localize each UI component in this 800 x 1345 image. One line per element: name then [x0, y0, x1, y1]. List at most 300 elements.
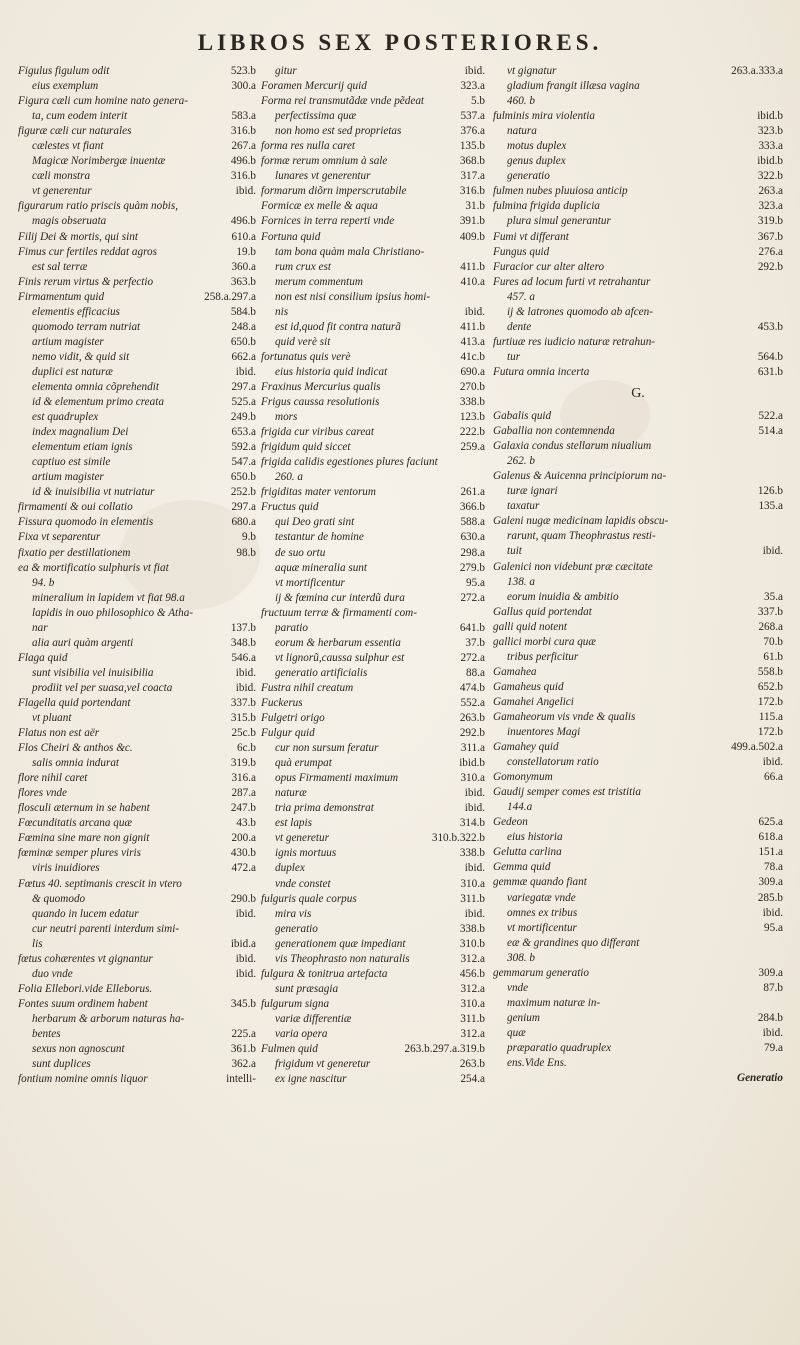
page-reference: 496.b: [230, 215, 256, 228]
entry-term: gemmæ quando fiant: [493, 876, 587, 889]
entry-term: est lapis: [275, 817, 312, 830]
index-entry: [261, 756, 485, 771]
page-reference: 311.b: [460, 892, 485, 905]
entry-term: sunt duplices: [32, 1058, 91, 1071]
entry-term: gemmarum generatio: [493, 966, 590, 979]
entry-term: Fimus cur fertiles reddat agros: [18, 245, 158, 258]
index-entry: [261, 561, 485, 576]
entry-term: fructuum terræ & firmamenti com-: [261, 606, 417, 619]
index-entry: [261, 666, 485, 681]
entry-term: tria prima demonstrat: [275, 802, 374, 815]
page-reference: 312.a: [460, 982, 485, 995]
entry-term: cur non sursum feratur: [275, 742, 379, 755]
entry-term: duplex: [275, 862, 305, 875]
page-reference: 362.a: [231, 1058, 256, 1071]
index-entry: [261, 621, 485, 636]
index-entry: [261, 591, 485, 606]
entry-term: cæli monstra: [32, 170, 91, 183]
entry-term: Gallus quid portendat: [493, 605, 592, 618]
index-entry: [18, 124, 256, 139]
page-reference: 391.b: [459, 215, 485, 228]
entry-term: Flaga quid: [18, 651, 68, 664]
entry-term: elementa omnia cõprehendit: [32, 380, 159, 393]
entry-term: cælestes vt fiant: [32, 140, 104, 153]
entry-term: Fraxinus Mercurius qualis: [261, 380, 381, 393]
page-reference: ibid.: [464, 862, 485, 875]
page-reference: 338.b: [459, 922, 485, 935]
index-entry: [493, 1026, 783, 1041]
index-entry: [261, 214, 485, 229]
page-reference: 79.a: [764, 1042, 783, 1054]
entry-term: quando in lucem edatur: [32, 907, 139, 920]
entry-term: 260. a: [275, 471, 303, 484]
page-reference: 297.a: [231, 501, 256, 514]
page-reference: 258.a.297.a: [204, 290, 256, 303]
index-entry: [493, 1041, 783, 1056]
entry-term: vt pluant: [32, 712, 72, 725]
page-reference: ibid.: [235, 666, 256, 679]
page-reference: 123.b: [459, 411, 485, 424]
index-entry: [493, 79, 783, 94]
index-entry: [18, 711, 256, 726]
entry-term: eius exemplum: [32, 80, 99, 93]
index-entry: [261, 846, 485, 861]
index-entry: [18, 500, 256, 515]
page-reference: 311.a: [460, 742, 485, 755]
entry-term: 138. a: [507, 575, 535, 588]
page-reference: 312.a: [460, 1028, 485, 1040]
index-entry: [493, 454, 783, 469]
entry-term: mors: [275, 411, 298, 424]
entry-term: figuræ cæli cur naturales: [18, 125, 132, 138]
index-entry: [18, 440, 256, 455]
index-entry: [493, 590, 783, 605]
entry-term: varia opera: [275, 1028, 328, 1040]
entry-term: Fulmen quid: [261, 1043, 318, 1056]
entry-term: Fortuna quid: [261, 230, 321, 243]
index-entry: [18, 922, 256, 937]
entry-term: Flos Cheiri & anthos &c.: [18, 742, 133, 755]
entry-term: flores vnde: [18, 787, 67, 800]
entry-term: eorum inuidia & ambitio: [507, 590, 619, 603]
index-entry: [493, 544, 783, 559]
index-entry: [493, 981, 783, 996]
entry-term: Fulgetri origo: [261, 712, 325, 725]
page-reference: 268.a: [758, 620, 783, 633]
page-reference: ibid.: [235, 952, 256, 965]
index-entry: [261, 681, 485, 696]
index-entry: [18, 877, 256, 892]
entry-term: vis Theophrasto non naturalis: [275, 952, 410, 965]
page-reference: 249.b: [230, 411, 256, 424]
page-reference: 411.b: [460, 260, 485, 273]
index-entry: [18, 1027, 256, 1042]
entry-term: rum crux est: [275, 260, 331, 273]
index-entry: [18, 591, 256, 606]
entry-term: vt generetur: [275, 832, 329, 845]
index-entry: [493, 469, 783, 484]
index-entry: [493, 484, 783, 499]
index-entry: [18, 380, 256, 395]
entry-term: motus duplex: [507, 140, 567, 153]
entry-term: Fructus quid: [261, 501, 319, 514]
index-entry: [493, 230, 783, 245]
page-reference: 115.a: [758, 710, 783, 723]
page-reference: 261.a: [460, 486, 485, 499]
index-entry: [18, 816, 256, 831]
page-reference: 472.a: [231, 862, 256, 875]
index-entry: [493, 891, 783, 906]
index-entry: [261, 952, 485, 967]
index-entry: [493, 845, 783, 860]
index-entry: [18, 199, 256, 214]
page-reference: ibid.b: [757, 155, 783, 168]
index-entry: [18, 350, 256, 365]
page-reference: 361.b: [230, 1043, 256, 1056]
page-reference: 319.b: [230, 757, 256, 770]
entry-term: gitur: [275, 65, 297, 77]
page-reference: 25c.b: [231, 727, 256, 740]
index-entry: [18, 801, 256, 816]
index-entry: [261, 861, 485, 876]
index-entry: [261, 1072, 485, 1087]
index-entry: [18, 395, 256, 410]
entry-term: eius historia quid indicat: [275, 365, 388, 378]
entry-term: fontium nomine omnis liquor: [18, 1073, 148, 1086]
page-reference: 322.b: [757, 170, 783, 183]
index-entry: [261, 500, 485, 515]
page-reference: 537.a: [460, 110, 485, 123]
index-entry: [261, 515, 485, 530]
index-entry: [18, 846, 256, 861]
index-entry: [18, 666, 256, 681]
entry-term: firmamenti & oui collatio: [18, 501, 133, 514]
page-reference: 78.a: [764, 861, 783, 874]
entry-term: galli quid notent: [493, 620, 567, 633]
entry-term: ens.Vide Ens.: [507, 1057, 567, 1070]
entry-term: generationem quæ impediant: [275, 937, 406, 950]
entry-term: Fulgur quid: [261, 727, 315, 740]
page-reference: ibid.: [235, 681, 256, 694]
index-entry: [18, 515, 256, 530]
index-entry: [261, 651, 485, 666]
page-reference: ibid.a: [230, 937, 256, 950]
entry-term: prodiit vel per suasa,vel coacta: [32, 681, 173, 694]
entry-term: maximum naturæ in-: [507, 996, 601, 1009]
page-reference: 310.b: [459, 937, 485, 950]
entry-term: vt gignatur: [507, 65, 557, 77]
entry-term: gallici morbi cura quæ: [493, 635, 596, 648]
index-entry: [18, 425, 256, 440]
index-entry: [493, 499, 783, 514]
entry-term: merum commentum: [275, 275, 363, 288]
index-entry: [261, 275, 485, 290]
page-reference: 37.b: [465, 636, 485, 649]
index-entry: [493, 199, 783, 214]
index-entry: [261, 741, 485, 756]
index-entry: [18, 290, 256, 305]
index-entry: [18, 154, 256, 169]
index-entry: [261, 546, 485, 561]
entry-term: Fornices in terra reperti vnde: [261, 215, 395, 228]
page-reference: 87.b: [763, 981, 783, 994]
index-entry: [261, 305, 485, 320]
index-entry: [493, 921, 783, 936]
entry-term: vnde constet: [275, 877, 331, 890]
page-reference: 259.a: [460, 441, 485, 454]
index-entry: [18, 756, 256, 771]
page-reference: 9.b: [242, 531, 256, 544]
index-entry: [18, 214, 256, 229]
entry-term: taxatur: [507, 500, 540, 513]
entry-term: salis omnia indurat: [32, 757, 120, 770]
entry-term: naturæ: [275, 787, 307, 800]
index-entry: [18, 1057, 256, 1072]
page-reference: 630.a: [460, 531, 485, 544]
page-reference: 345.b: [230, 997, 256, 1010]
entry-term: ta, cum eodem interit: [32, 110, 128, 123]
index-entry: [493, 529, 783, 544]
index-entry: [493, 260, 783, 275]
page-reference: 366.b: [459, 501, 485, 514]
page-reference: 272.a: [460, 591, 485, 604]
entry-term: Foramen Mercurij quid: [261, 80, 367, 93]
index-entry: [493, 335, 783, 350]
entry-term: quà erumpat: [275, 757, 332, 770]
index-entry: [261, 786, 485, 801]
index-entry: [493, 214, 783, 229]
index-entry: [261, 94, 485, 109]
entry-term: fortunatus quis verè: [261, 350, 351, 363]
entry-term: Flagella quid portendant: [18, 696, 131, 709]
index-entry: [18, 485, 256, 500]
index-entry: [493, 245, 783, 260]
entry-term: 460. b: [507, 95, 535, 108]
index-entry: [261, 124, 485, 139]
index-entry: [261, 967, 485, 982]
index-entry: [261, 350, 485, 365]
page-reference: 222.b: [459, 426, 485, 439]
page-reference: 135.b: [459, 140, 485, 153]
entry-term: vt generentur: [32, 185, 92, 198]
entry-term: Furacior cur alter altero: [493, 260, 605, 273]
entry-term: 262. b: [507, 455, 535, 468]
page-reference: 126.b: [757, 485, 783, 498]
entry-term: Formicæ ex melle & aqua: [261, 200, 378, 213]
index-entry: [261, 1012, 485, 1027]
entry-term: non homo est sed proprietas: [275, 125, 402, 138]
index-entry: [18, 184, 256, 199]
entry-term: Filij Dei & mortis, qui sint: [18, 230, 138, 243]
entry-term: Gamaheorum vis vnde & qualis: [493, 710, 636, 723]
entry-term: de suo ortu: [275, 546, 326, 559]
index-entry: [493, 94, 783, 109]
page-reference: 5.b: [471, 95, 485, 108]
page-reference: 316.b: [459, 185, 485, 198]
index-entry: [493, 951, 783, 966]
index-entry: [18, 681, 256, 696]
entry-term: fixatio per destillationem: [18, 546, 131, 559]
entry-term: frigiditas mater ventorum: [261, 486, 376, 499]
index-entry: [18, 1072, 256, 1087]
index-entry: [18, 79, 256, 94]
page-reference: 363.b: [230, 275, 256, 288]
page-reference: 376.a: [460, 125, 485, 138]
page-reference: 547.a: [231, 456, 256, 469]
index-entry: [493, 650, 783, 665]
index-entry: [493, 996, 783, 1011]
page-reference: ibid.: [235, 185, 256, 198]
index-entry: [261, 199, 485, 214]
index-entry: [493, 860, 783, 875]
catchword-text: Generatio: [737, 1072, 783, 1085]
section-letter: [493, 386, 783, 401]
entry-term: Fures ad locum furti vt retrahantur: [493, 275, 651, 288]
index-column-3: [493, 64, 783, 1086]
entry-term: Galaxia condus stellarum niualium: [493, 440, 652, 453]
page-reference: 6c.b: [237, 742, 256, 755]
page-reference: ibid.: [464, 907, 485, 920]
page-reference: 558.b: [757, 665, 783, 678]
page-reference: ibid.: [464, 305, 485, 318]
entry-term: Galenici non videbunt præ cæcitate: [493, 560, 653, 573]
entry-term: frigida calidis egestiones plures faciunt: [261, 456, 438, 469]
page-reference: 19.b: [236, 245, 256, 258]
index-entry: [493, 936, 783, 951]
index-entry: [493, 755, 783, 770]
entry-term: gladium frangit illæsa vagina: [507, 80, 640, 93]
index-entry: [18, 741, 256, 756]
index-entry: [493, 800, 783, 815]
page-reference: 300.a: [231, 80, 256, 93]
index-entry: [261, 606, 485, 621]
index-entry: [493, 184, 783, 199]
page-reference: ibid.: [464, 802, 485, 815]
entry-term: Forma rei transmutãdæ vnde pẽdeat: [261, 95, 425, 108]
entry-term: nar: [32, 621, 48, 634]
index-entry: [493, 665, 783, 680]
index-entry: [493, 575, 783, 590]
page-reference: 360.a: [231, 260, 256, 273]
entry-term: aquæ mineralia sunt: [275, 561, 367, 574]
index-entry: [18, 952, 256, 967]
page-reference: 662.a: [231, 350, 256, 363]
entry-term: elementum etiam ignis: [32, 441, 133, 454]
entry-term: non est nisi consilium ipsius homi-: [275, 290, 431, 303]
index-entry: [261, 816, 485, 831]
page-reference: 43.b: [236, 817, 256, 830]
index-entry: [18, 576, 256, 591]
entry-term: artium magister: [32, 335, 104, 348]
index-entry: [18, 1042, 256, 1057]
page-reference: 514.a: [758, 425, 783, 438]
index-entry: [261, 1042, 485, 1057]
entry-term: cur neutri parenti interdum simi-: [32, 922, 180, 935]
entry-term: frigidum quid siccet: [261, 441, 351, 454]
entry-term: herbarum & arborum naturas ha-: [32, 1012, 185, 1025]
page-reference: ibid.: [762, 906, 783, 919]
entry-term: Gomonymum: [493, 771, 553, 784]
entry-term: Gamahea: [493, 665, 537, 678]
page-reference: 323.a: [758, 200, 783, 213]
page-reference: 200.a: [231, 832, 256, 845]
index-entry: [18, 530, 256, 545]
index-entry: [18, 907, 256, 922]
index-entry: [261, 410, 485, 425]
page-reference: ibid.: [235, 907, 256, 920]
page-reference: 523.b: [230, 65, 256, 77]
page-reference: 499.a.502.a: [731, 741, 783, 754]
page-reference: 284.b: [757, 1011, 783, 1024]
page-reference: 272.a: [460, 651, 485, 664]
page-reference: 323.b: [757, 125, 783, 138]
page-reference: 496.b: [230, 155, 256, 168]
index-entry: [493, 815, 783, 830]
page-reference: 290.b: [230, 892, 256, 905]
index-entry: [261, 470, 485, 485]
index-entry: [18, 94, 256, 109]
entry-term: eæ & grandines quo differant: [507, 936, 640, 949]
page-reference: 297.a: [231, 380, 256, 393]
page-reference: 263.a.333.a: [731, 65, 783, 77]
page-reference: 631.b: [757, 365, 783, 378]
index-entry: [493, 830, 783, 845]
page-reference: 285.b: [757, 891, 783, 904]
page-reference: ibid.: [464, 787, 485, 800]
index-entry: [261, 64, 485, 79]
page-reference: 319.b: [757, 215, 783, 228]
entry-term: lapidis in ouo philosophico & Atha-: [32, 606, 194, 619]
page-reference: 310.b.322.b: [431, 832, 485, 845]
index-entry: [18, 230, 256, 245]
page-reference: 430.b: [230, 847, 256, 860]
entry-term: quomodo terram nutriat: [32, 320, 141, 333]
page-reference: ibid.: [464, 65, 485, 77]
index-entry: [261, 1057, 485, 1072]
page-reference: 135.a: [758, 500, 783, 513]
entry-term: generatio: [507, 170, 550, 183]
page-reference: 456.b: [459, 967, 485, 980]
page-reference: 618.a: [758, 831, 783, 844]
entry-term: viris inuidiores: [32, 862, 100, 875]
entry-term: generatio: [275, 922, 318, 935]
entry-term: index magnalium Dei: [32, 426, 129, 439]
index-column-1: [18, 64, 256, 1087]
page-reference: 263.b.297.a.319.b: [404, 1043, 485, 1056]
page-reference: 333.a: [758, 140, 783, 153]
index-entry: [261, 997, 485, 1012]
page-reference: 252.b: [230, 486, 256, 499]
page-reference: 88.a: [466, 666, 485, 679]
index-entry: [493, 680, 783, 695]
index-entry: [261, 440, 485, 455]
entry-term: ex igne nascitur: [275, 1073, 347, 1086]
entry-term: & quomodo: [32, 892, 86, 905]
entry-term: bentes: [32, 1028, 61, 1040]
entry-term: testantur de homine: [275, 531, 364, 544]
page-reference: 564.b: [757, 350, 783, 363]
page-reference: ibid.: [235, 365, 256, 378]
entry-term: Gamahei Angelici: [493, 695, 574, 708]
entry-term: sexus non agnoscunt: [32, 1043, 125, 1056]
page-reference: 61.b: [763, 650, 783, 663]
index-entry: [261, 109, 485, 124]
entry-term: Gamaheus quid: [493, 680, 564, 693]
index-entry: [18, 64, 256, 79]
entry-term: vt mortificentur: [275, 576, 345, 589]
entry-term: variæ differentiæ: [275, 1012, 352, 1025]
page-reference: 315.b: [230, 712, 256, 725]
